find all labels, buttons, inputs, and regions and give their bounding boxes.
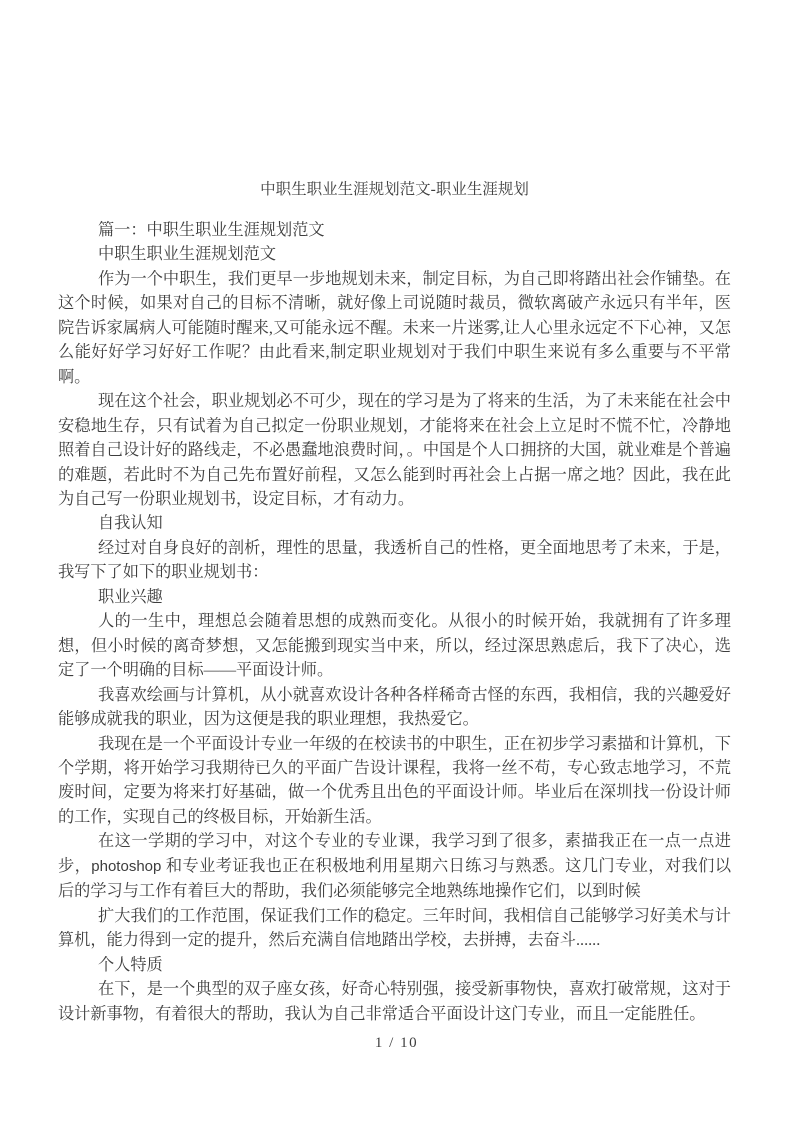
paragraph-current-study: 我现在是一个平面设计专业一年级的在校读书的中职生，正在初步学习素描和计算机，下个学期，将开始学习我期待已久的平面广告设计课程，我将一丝不苟，专心致志地学习，不荒废时间，定要为将来打好基础，做一个优秀且出色的平面设计师。毕业后在深圳找一份设计师的工作，实现自己的终极目标，开始新生活。 bbox=[58, 734, 731, 826]
paragraph-society: 现在这个社会，职业规划必不可少，现在的学习是为了将来的生活，为了未来能在社会中安稳地生存，只有试着为自己拟定一份职业规划，才能将来在社会上立足时不慌不忙，冷静地照着自己设计好的路线走，不必愚蠢地浪费时间，。中国是个人口拥挤的大国，就业难是个普遍的难题，若此时不为自己先布置好前程，又怎么能到时再社会上占据一席之地？因此，我在此为自己写一份职业规划书，设定目标，才有动力。 bbox=[58, 392, 731, 508]
paragraph-semester-progress bbox=[58, 829, 731, 903]
heading-personal-traits: 个人特质 bbox=[98, 955, 163, 974]
document-content bbox=[58, 178, 731, 1026]
paragraph-semester-progress-pre: 在这一学期的学习中，对这个专业的专业课，我学习到了很多，素描我正在一点一点进步， bbox=[58, 832, 731, 875]
paragraph-hobbies: 我喜欢绘画与计算机，从小就喜欢设计各种各样稀奇古怪的东西，我相信，我的兴趣爱好能够成就我的职业，因为这便是我的职业理想，我热爱它。 bbox=[58, 685, 731, 729]
heading-self-awareness: 自我认知 bbox=[98, 514, 163, 533]
paragraph-work-scope: 扩大我们的工作范围，保证我们工作的稳定。三年时间，我相信自己能够学习好美术与计算机，能力得到一定的提升，然后充满自信地踏出学校，去拼搏，去奋斗...... bbox=[58, 906, 731, 950]
paragraph-part-one-label: 篇一：中职生职业生涯规划范文 bbox=[98, 221, 325, 239]
paragraph-subtitle: 中职生职业生涯规划范文 bbox=[98, 245, 277, 264]
page-number: 1 / 10 bbox=[374, 1035, 419, 1051]
heading-career-interest: 职业兴趣 bbox=[98, 587, 163, 606]
page-footer bbox=[0, 1035, 793, 1052]
document-title: 中职生职业生涯规划范文-职业生涯规划 bbox=[260, 181, 529, 198]
photoshop-word: photoshop bbox=[91, 857, 162, 875]
paragraph-semester-progress-post: 和专业考证我也正在积极地利用星期六日练习与熟悉。这几门专业，对我们以后的学习与工作有着巨大的帮助，我们必须能够完全地熟练地操作它们，以到时候 bbox=[58, 856, 732, 901]
paragraph-personality: 在下，是一个典型的双子座女孩，好奇心特别强，接受新事物快，喜欢打破常规，这对于设计新事物，有着很大的帮助，我认为自己非常适合平面设计这门专业，而且一定能胜任。 bbox=[58, 980, 731, 1023]
paragraph-self-analysis: 经过对自身良好的剖析，理性的思量，我透析自己的性格，更全面地思考了未来，于是，我写下了如下的职业规划书： bbox=[58, 538, 731, 582]
paragraph-ideals: 人的一生中，理想总会随着思想的成熟而变化。从很小的时候开始，我就拥有了许多理想，但小时候的离奇梦想，又怎能搬到现实当中来，所以，经过深思熟虑后，我下了决心，选定了一个明确的目标——平面设计师。 bbox=[58, 612, 731, 680]
paragraph-intro: 作为一个中职生，我们更早一步地规划未来，制定目标，为自己即将踏出社会作铺垫。在这个时候，如果对自己的目标不清晰，就好像上司说随时裁员，微软离破产永远只有半年，医院告诉家属病人可能随时醒来,又可能永远不醒。未来一片迷雾,让人心里永远定不下心神，又怎么能好好学习好好工作呢？由此看来,制定职业规划对于我们中职生来说有多么重要与不平常啊。 bbox=[58, 269, 731, 386]
